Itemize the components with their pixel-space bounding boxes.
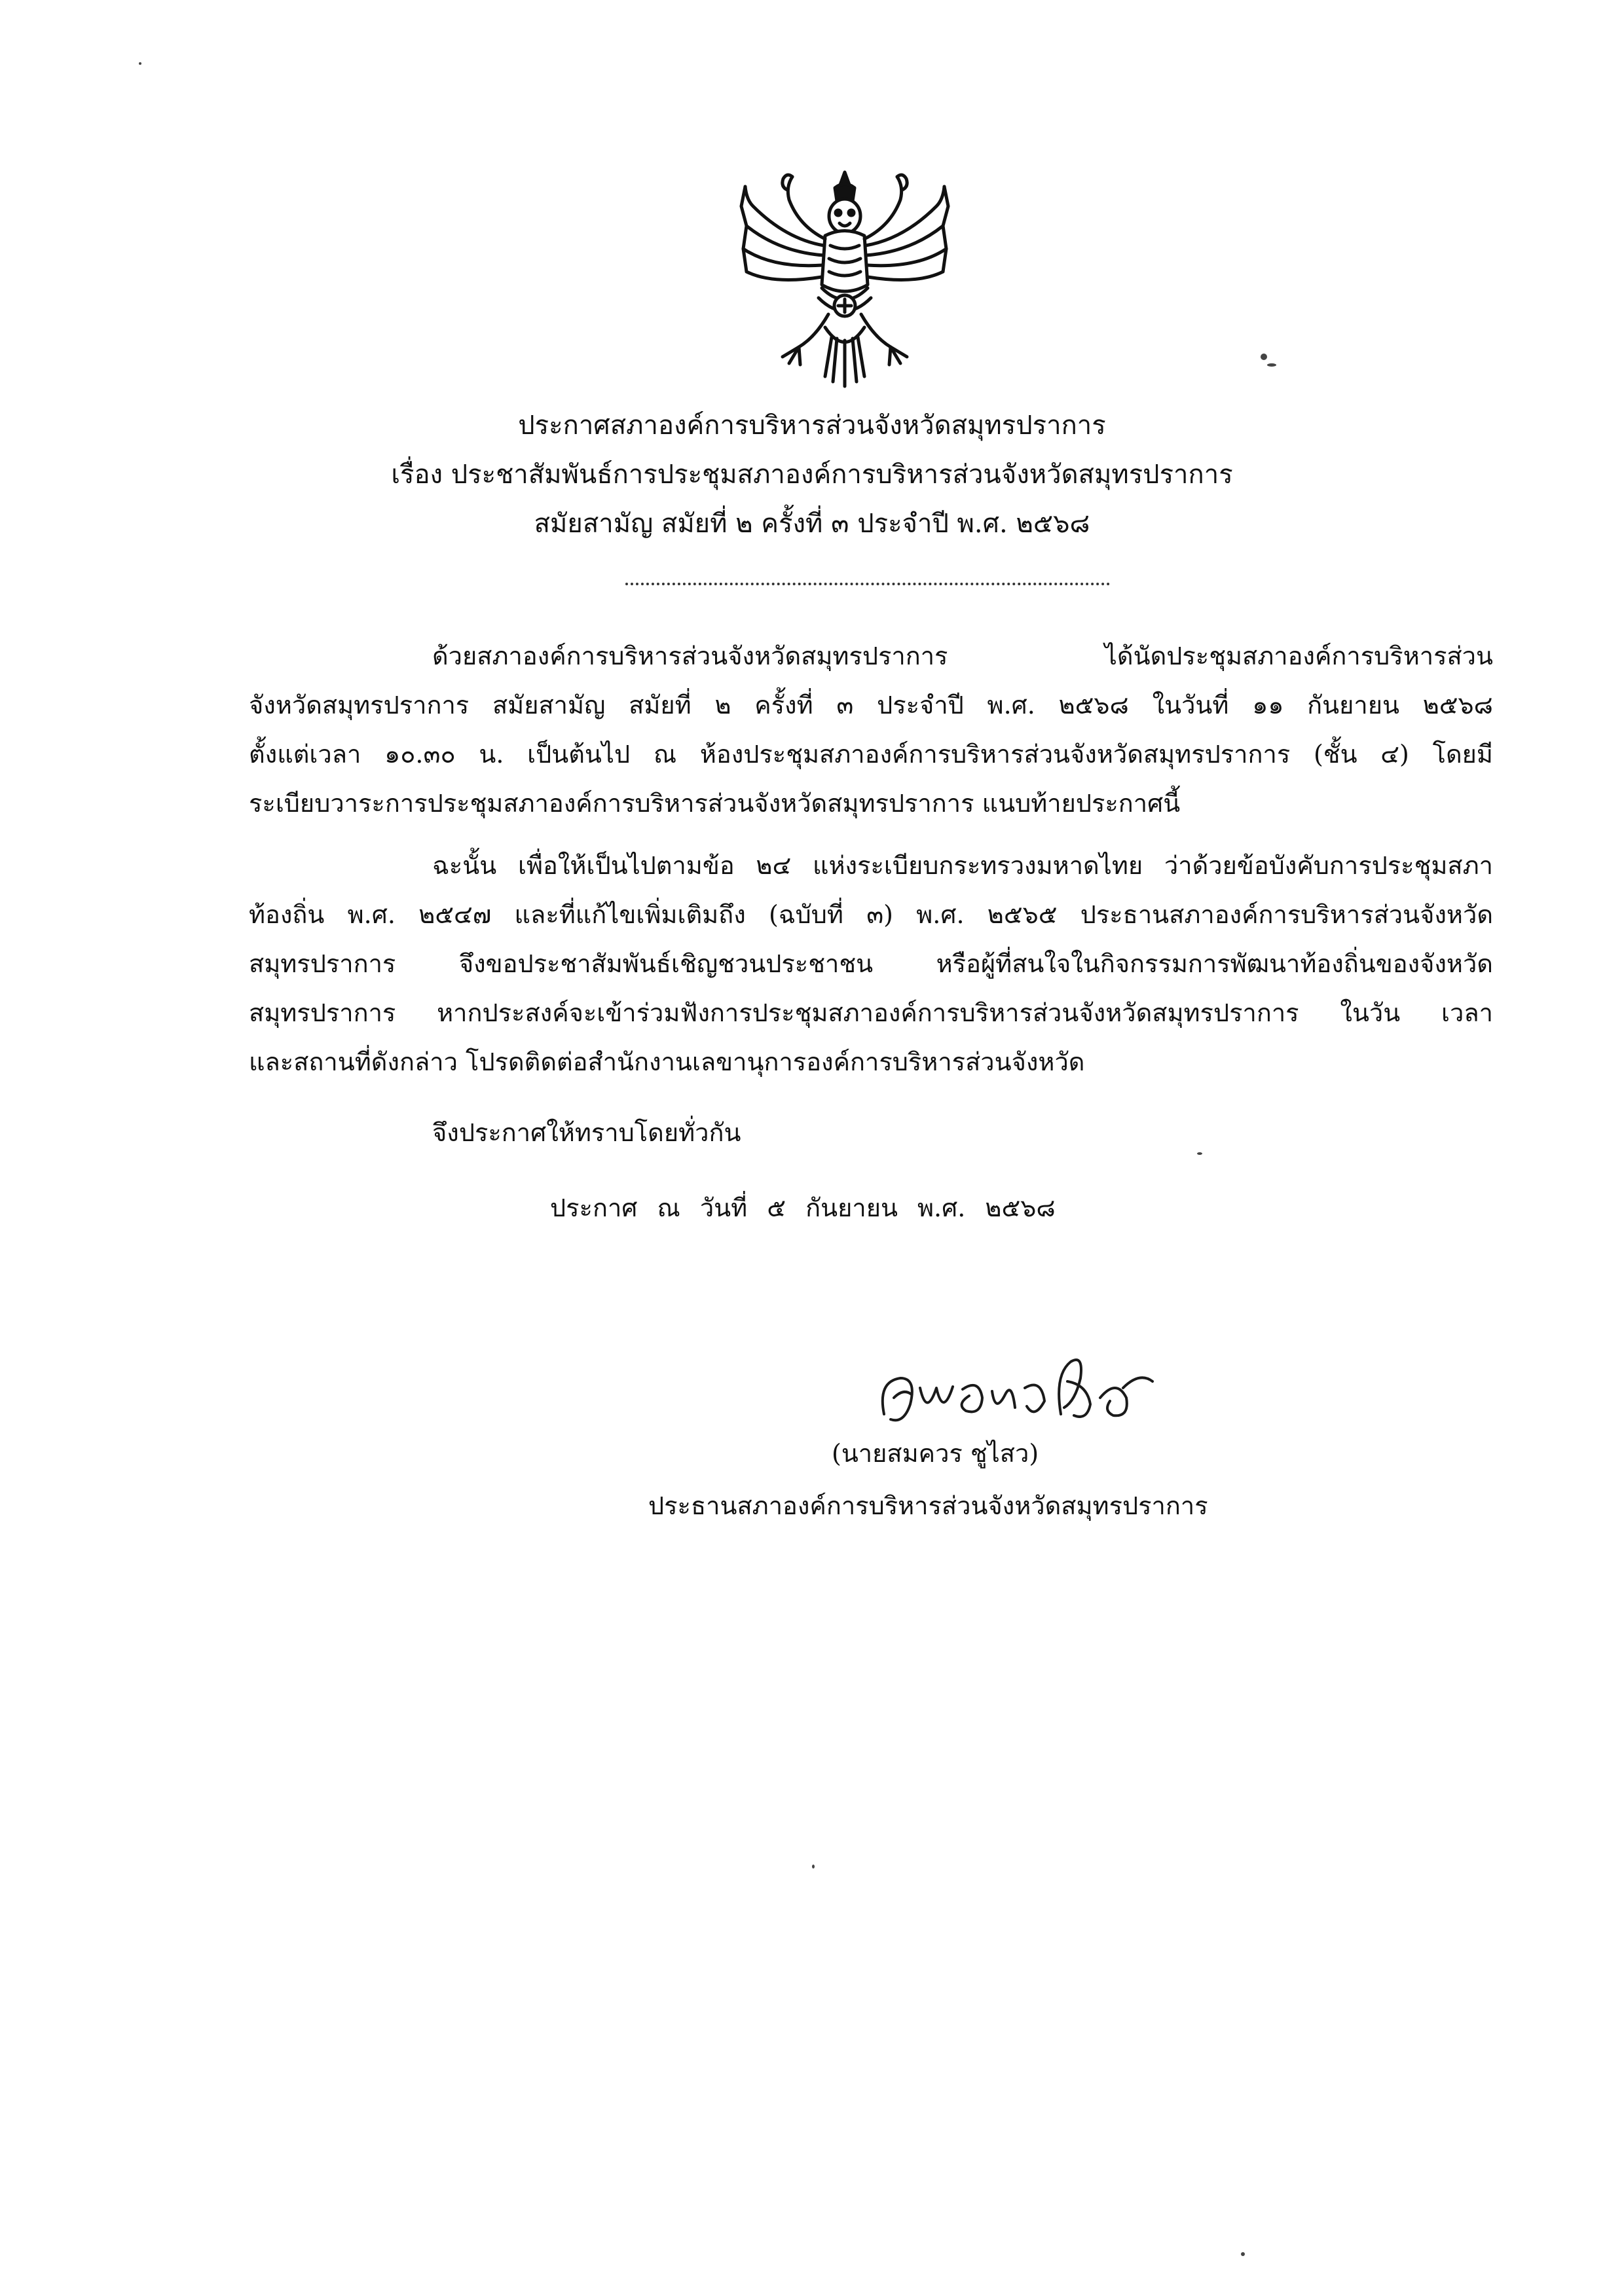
scan-speck — [1261, 354, 1267, 360]
announcement-subject: เรื่อง ประชาสัมพันธ์การประชุมสภาองค์การบริหารส่วนจังหวัดสมุทรปราการ — [391, 460, 1233, 490]
signer-name: (นายสมควร ชูไสว) — [832, 1439, 1039, 1468]
closing-statement: จึงประกาศให้ทราบโดยทั่วกัน — [432, 1118, 741, 1147]
paragraph-public-invitation — [249, 841, 1493, 1087]
paragraph-line: ด้วยสภาองค์การบริหารส่วนจังหวัดสมุทรปราการ ได้นัดประชุมสภาองค์การบริหารส่วน — [432, 642, 1493, 670]
signer-title: ประธานสภาองค์การบริหารส่วนจังหวัดสมุทรปราการ — [648, 1491, 1208, 1520]
paragraph-line: ระเบียบวาระการประชุมสภาองค์การบริหารส่วนจังหวัดสมุทรปราการ แนบท้ายประกาศนี้ — [249, 789, 1181, 818]
garuda-emblem-icon — [727, 160, 963, 396]
paragraph-line: ฉะนั้น เพื่อให้เป็นไปตามข้อ ๒๔ แห่งระเบียบกระทรวงมหาดไทย ว่าด้วยข้อบังคับการประชุมสภา — [432, 851, 1493, 880]
separator-rule — [625, 583, 1110, 585]
paragraph-line: ท้องถิ่น พ.ศ. ๒๕๔๗ และที่แก้ไขเพิ่มเติมถึง (ฉบับที่ ๓) พ.ศ. ๒๕๖๕ ประธานสภาองค์การบริหารส่วนจังหวัด — [249, 900, 1493, 929]
paragraph-line: สมุทรปราการ หากประสงค์จะเข้าร่วมฟังการประชุมสภาองค์การบริหารส่วนจังหวัดสมุทรปราการ ในวัน เวลา — [249, 998, 1493, 1027]
scan-speck — [1267, 363, 1276, 367]
paragraph-line: และสถานที่ดังกล่าว โปรดติดต่อสำนักงานเลขานุการองค์การบริหารส่วนจังหวัด — [249, 1048, 1085, 1076]
scan-speck — [1241, 2252, 1245, 2256]
paragraph-meeting-notice — [249, 632, 1493, 828]
announcement-date: ประกาศ ณ วันที่ ๕ กันยายน พ.ศ. ๒๕๖๘ — [550, 1194, 1056, 1222]
scan-speck — [139, 62, 141, 65]
handwritten-signature — [864, 1342, 1166, 1440]
announcement-session: สมัยสามัญ สมัยที่ ๒ ครั้งที่ ๓ ประจำปี พ.ศ. ๒๕๖๘ — [534, 509, 1090, 539]
paragraph-line: สมุทรปราการ จึงขอประชาสัมพันธ์เชิญชวนประชาชน หรือผู้ที่สนใจในกิจกรรมการพัฒนาท้องถิ่นของจังหวัด — [249, 949, 1493, 978]
paragraph-line: ตั้งแต่เวลา ๑๐.๓๐ น. เป็นต้นไป ณ ห้องประชุมสภาองค์การบริหารส่วนจังหวัดสมุทรปราการ (ชั้น ๔) โดยมี — [249, 740, 1493, 769]
paragraph-line: จังหวัดสมุทรปราการ สมัยสามัญ สมัยที่ ๒ ครั้งที่ ๓ ประจำปี พ.ศ. ๒๕๖๘ ในวันที่ ๑๑ กันยายน ๒๕๖๘ — [249, 691, 1493, 720]
scan-speck — [812, 1865, 815, 1868]
announcement-heading: ประกาศสภาองค์การบริหารส่วนจังหวัดสมุทรปราการ — [518, 410, 1106, 441]
scan-speck — [1197, 1152, 1202, 1155]
